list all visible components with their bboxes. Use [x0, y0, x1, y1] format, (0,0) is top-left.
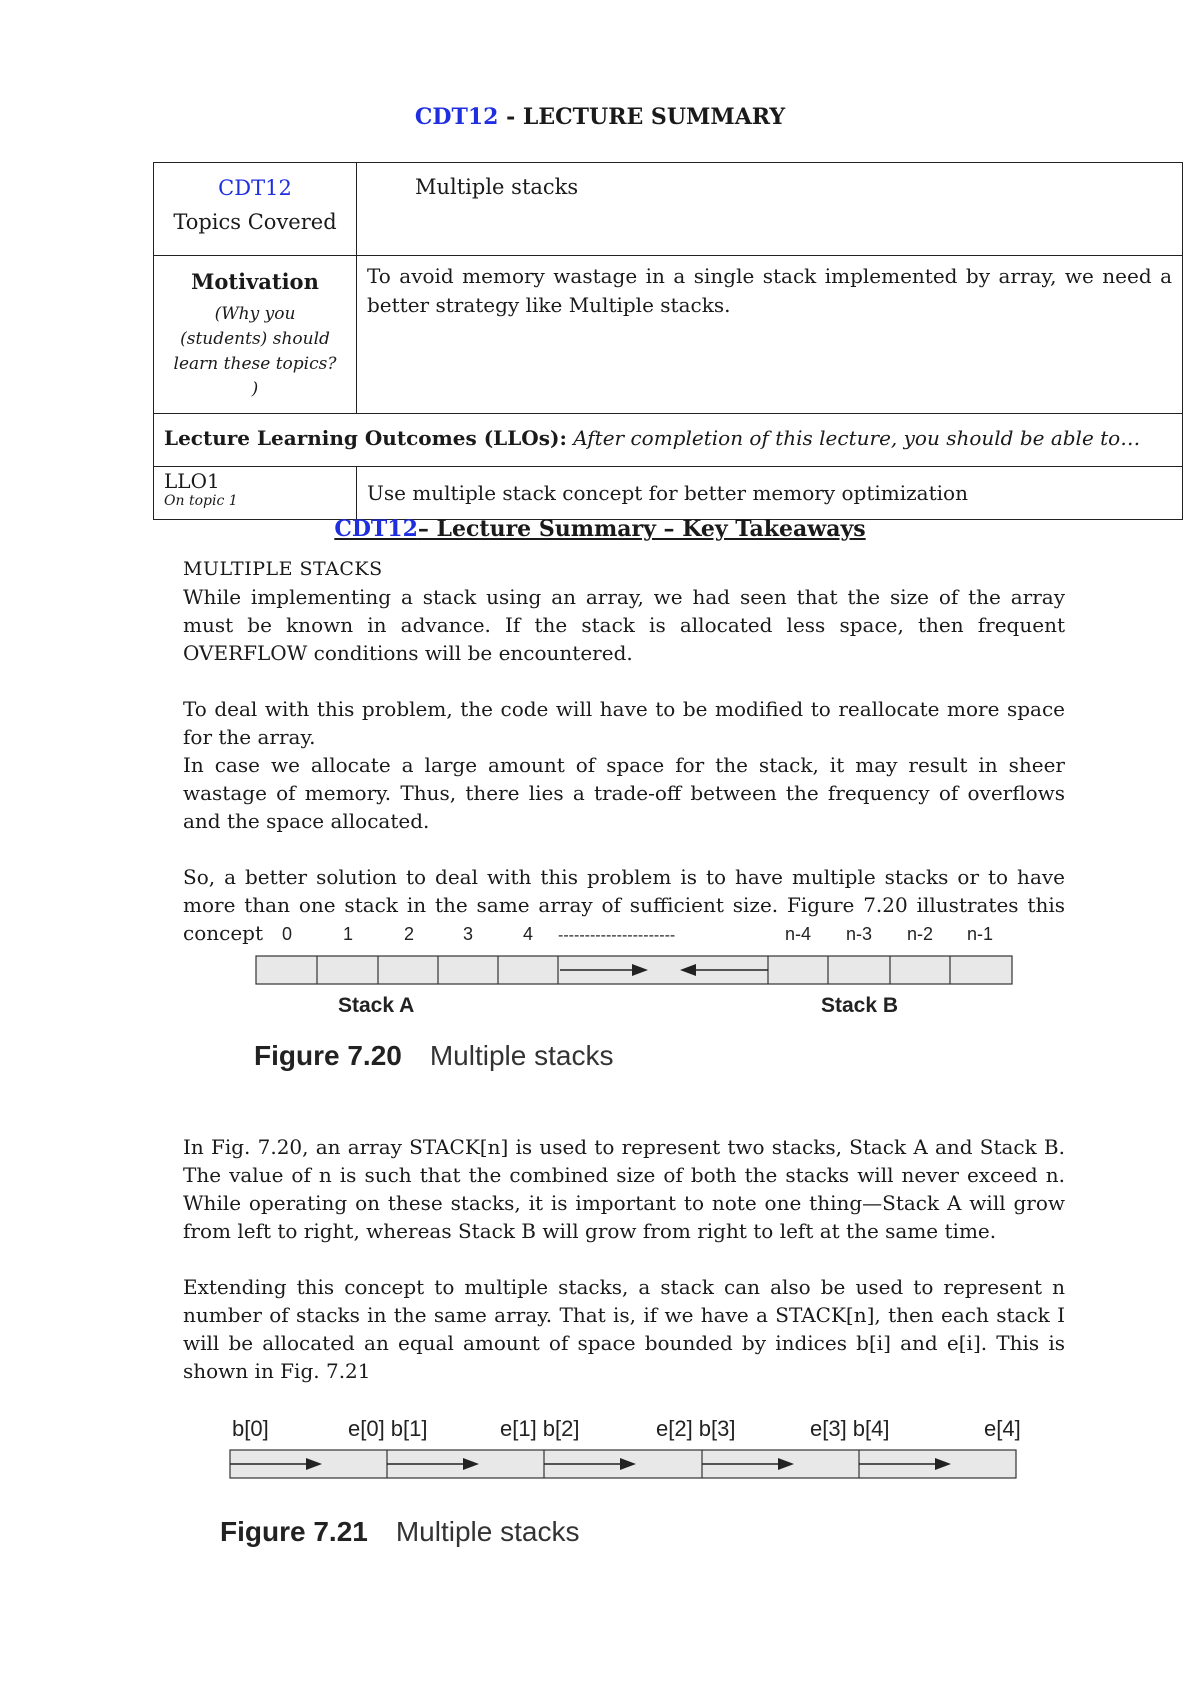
llo-intro: After completion of this lecture, you should be able to… [573, 426, 1141, 450]
index-label: 0 [281, 924, 293, 944]
caption-number: Figure 7.21 [220, 1516, 368, 1547]
summary-table [153, 162, 1183, 520]
motivation-label-cell [154, 256, 357, 414]
stack-b-label: Stack B [821, 994, 899, 1017]
index-dashes: ---------------------- [558, 927, 676, 944]
figure-7-21 [226, 1412, 1036, 1492]
llo-id-cell [154, 467, 357, 520]
motivation-label: Motivation [191, 269, 319, 294]
index-label: 1 [342, 924, 354, 944]
key-takeaways-title [0, 516, 1200, 542]
figure-7-20 [240, 920, 1020, 1030]
key-takeaways-code: CDT12 [334, 516, 418, 542]
index-label: n-1 [966, 924, 994, 944]
llo-heading [154, 414, 1183, 467]
paragraph-5: Extending this concept to multiple stacks, a stack can also be used to represent n number of stacks in the same array. That is, if we have a STACK[n], then each stack I will be allocated an equal amount of space bounded by indices b[i] and e[i]. This is shown in Fig. 7.21 [183, 1275, 1065, 1383]
llo-topic: On topic 1 [164, 493, 238, 509]
title-text: - LECTURE SUMMARY [498, 104, 786, 130]
boundary-label: e[3] b[4] [810, 1416, 890, 1441]
figure-7-20-caption [254, 1040, 613, 1072]
topic-code: CDT12 [218, 176, 292, 200]
body-block-2 [183, 1133, 1065, 1385]
key-takeaways-text: – Lecture Summary – Key Takeaways [417, 516, 866, 542]
body-block-1 [183, 555, 1065, 947]
caption-text: Multiple stacks [395, 1516, 580, 1547]
boundary-label: e[2] b[3] [656, 1416, 736, 1441]
caption-number: Figure 7.20 [254, 1040, 402, 1071]
llo-id: LLO1 [164, 469, 220, 493]
index-label: n-3 [845, 924, 873, 944]
llo-text: Use multiple stack concept for better memory optimization [357, 467, 1183, 520]
topics-value: Multiple stacks [357, 163, 1183, 256]
paragraph-4: In Fig. 7.20, an array STACK[n] is used to represent two stacks, Stack A and Stack B. The value of n is such that the combined size of both the stacks will never exceed n. While operating on these stacks, it is important to note one thing—Stack A will grow from left to right, whereas Stack B will grow from right to left at the same time. [183, 1135, 1065, 1243]
boundary-label: b[0] [232, 1416, 269, 1441]
llo-label: Lecture Learning Outcomes (LLOs): [164, 426, 567, 450]
index-label: 4 [522, 924, 534, 944]
boundary-label: e[4] [984, 1416, 1021, 1441]
stack-a-label: Stack A [338, 994, 415, 1017]
topics-label-cell [154, 163, 357, 256]
topics-covered-label: Topics Covered [173, 210, 337, 234]
figure-7-21-caption [220, 1516, 579, 1548]
paragraph-1: While implementing a stack using an array, we had seen that the size of the array must be known in advance. If the stack is allocated less space, then frequent OVERFLOW conditions will be encountered. [183, 585, 1065, 665]
paragraph-2a: To deal with this problem, the code will have to be modified to reallocate more space for the array. [183, 697, 1065, 749]
index-label: 3 [462, 924, 474, 944]
paragraph-2b: In case we allocate a large amount of space for the stack, it may result in sheer wastage of memory. Thus, there lies a trade-off between the frequency of overflows and the space allocated. [183, 753, 1065, 833]
boundary-label: e[0] b[1] [348, 1416, 428, 1441]
index-label: n-2 [906, 924, 934, 944]
paragraph-3: So, a better solution to deal with this problem is to have multiple stacks or to have more than one stack in the same array of sufficient size. Figure 7.20 illustrates this concept [183, 865, 1065, 945]
title-code: CDT12 [414, 104, 499, 130]
caption-text: Multiple stacks [429, 1040, 614, 1071]
index-label: n-4 [784, 924, 812, 944]
section-heading: MULTIPLE STACKS [183, 558, 383, 580]
boundary-label: e[1] b[2] [500, 1416, 580, 1441]
motivation-text: To avoid memory wastage in a single stack implemented by array, we need a better strategy like Multiple stacks. [357, 256, 1183, 414]
motivation-subtitle: (Why you (students) should learn these topics? ) [173, 304, 337, 399]
index-label: 2 [403, 924, 415, 944]
page-title [0, 104, 1200, 130]
